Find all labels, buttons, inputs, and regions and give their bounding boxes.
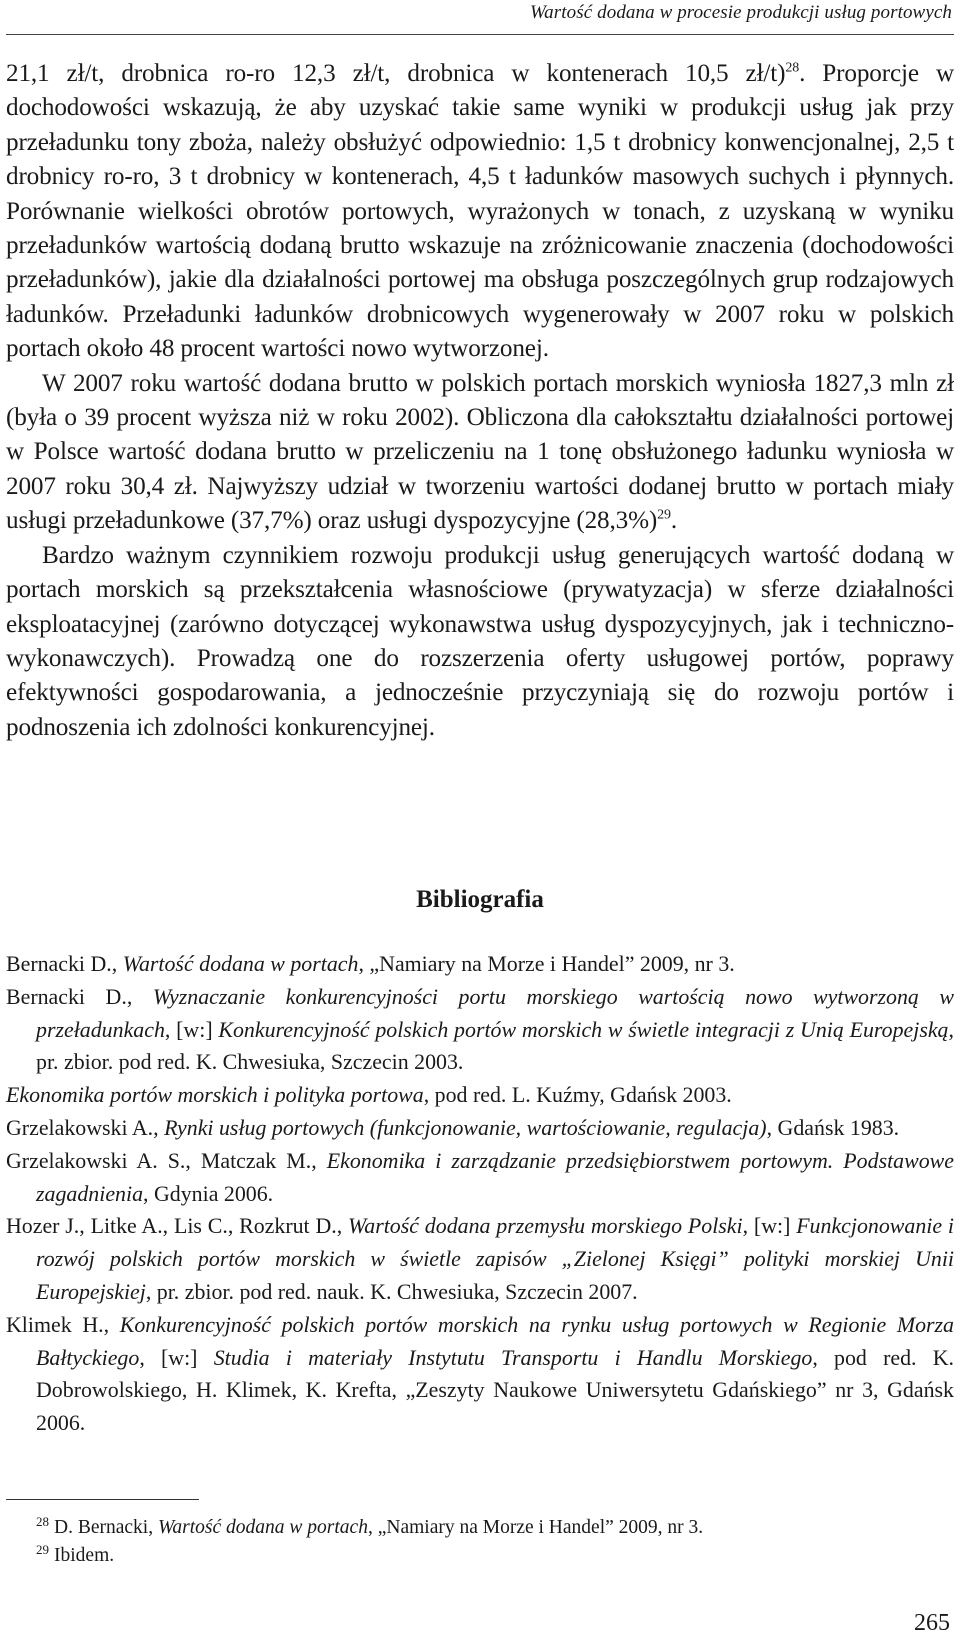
footnotes bbox=[36, 1514, 936, 1570]
footnote-ref-29[interactable]: 29 bbox=[657, 507, 671, 523]
running-header: Wartość dodana w procesie produkcji usług portowych bbox=[529, 2, 952, 23]
bib-entry: Klimek H., Konkurencyjność polskich portów morskich na rynku usług portowych w Regionie Morza Bałtyckiego, [w:] Studia i materiały Instytutu Transportu i Handlu Morskiego, pod red. K. Dobrowolskiego, H. Klimek, K. Krefta, „Zeszyty Naukowe Uniwersytetu Gdańskiego” nr 3, Gdańsk 2006. bbox=[6, 1311, 954, 1436]
bib-entry: Grzelakowski A. S., Matczak M., Ekonomika i zarządzanie przedsiębiorstwem portowym. Podstawowe zagadnienia, Gdynia 2006. bbox=[6, 1147, 954, 1206]
footnote-29: $^{29}$ Ibidem. bbox=[36, 1541, 115, 1566]
header-rule bbox=[6, 34, 954, 35]
paragraph-2: W 2007 roku wartość dodana brutto w polskich portach morskich wyniosła 1827,3 mln zł (była o 39 procent wyższa niż w roku 2002). Obliczona dla całokształtu działalności portowej w Polsce wartość dodana brutto w przeliczeniu na 1 tonę obsłużonego ładunku wyniosła w 2007 roku 30,4 zł. Najwyższy udział w tworzeniu wartości dodanej brutto w portach miały usługi przeładunkowe (37,7%) oraz usługi dyspozycyjne $(28,3\%)^{29}$. bbox=[6, 369, 954, 535]
bibliography-list bbox=[6, 948, 954, 1440]
bib-entry: Hozer J., Litke A., Lis C., Rozkrut D., Wartość dodana przemysłu morskiego Polski, [w:] Funkcjonowanie i rozwój polskich portów morskich w świetle zapisów „Zielonej Księgi” polityki morskiej Unii Europejskiej, pr. zbior. pod red. nauk. K. Chwesiuka, Szczecin 2007. bbox=[6, 1213, 954, 1304]
footnote-ref-28[interactable]: 28 bbox=[785, 60, 800, 76]
footnote-28: $^{28}$ D. Bernacki, Wartość dodana w portach, „Namiary na Morze i Handel” 2009, nr 3. bbox=[36, 1513, 704, 1538]
paragraph-3: Bardzo ważnym czynnikiem rozwoju produkcji usług generujących wartość dodaną w portach morskich są przekształcenia własnościowe (prywatyzacja) w sferze działalności eksploatacyjnej (zarówno dotyczącej wykonawstwa usług dyspozycyjnych, jak i techniczno-wykonawczych). Prowadzą one do rozszerzenia oferty usługowej portów, poprawy efektywności gospodarowania, a jednocześnie przyczyniają się do rozwoju portów i podnoszenia ich zdolności konkurencyjnej. bbox=[6, 541, 954, 741]
page-number: 265 bbox=[914, 1610, 950, 1636]
bib-entry: Bernacki D., Wyznaczanie konkurencyjności portu morskiego wartością nowo wytworzoną w przeładunkach, [w:] Konkurencyjność polskich portów morskich w świetle integracji z Unią Europejską, pr. zbior. pod red. K. Chwesiuka, Szczecin 2003. bbox=[6, 983, 954, 1075]
bib-entry: Grzelakowski A., Rynki usług portowych (funkcjonowanie, wartościowanie, regulacja), Gdańsk 1983. bbox=[6, 1114, 900, 1140]
bib-entry: Ekonomika portów morskich i polityka portowa, pod red. L. Kuźmy, Gdańsk 2003. bbox=[6, 1082, 732, 1108]
footnote-rule bbox=[6, 1499, 199, 1500]
bib-entry: Bernacki D., Wartość dodana w portach, „Namiary na Morze i Handel” 2009, nr 3. bbox=[6, 951, 735, 976]
bibliography-title: Bibliografia bbox=[416, 886, 544, 913]
paragraph-1: 21,1 zł/t, drobnica ro-ro 12,3 zł/t, drobnica w kontenerach 10,5 zł/t)$^{28}$. Proporcje w dochodowości wskazują, że aby uzyskać takie same wyniki w produkcji usług jak przy przeładunku tony zboża, należy obsłużyć odpowiednio: 1,5 t drobnicy konwencjonalnej, 2,5 t drobnicy ro-ro, 3 t drobnicy w kontenerach, 4,5 t ładunków masowych suchych i płynnych. Porównanie wielkości obrotów portowych, wyrażonych w tonach, z uzyskaną w wyniku przeładunków wartością dodaną brutto wskazuje na zróżnicowanie znaczenia (dochodowości przeładunków), jakie dla działalności portowej ma obsługa poszczególnych grup rodzajowych ładunków. Przeładunki ładunków drobnicowych wygenerowały w 2007 roku w polskich portach około 48 procent wartości nowo wytworzonej. bbox=[6, 60, 954, 363]
body-text bbox=[6, 57, 954, 745]
